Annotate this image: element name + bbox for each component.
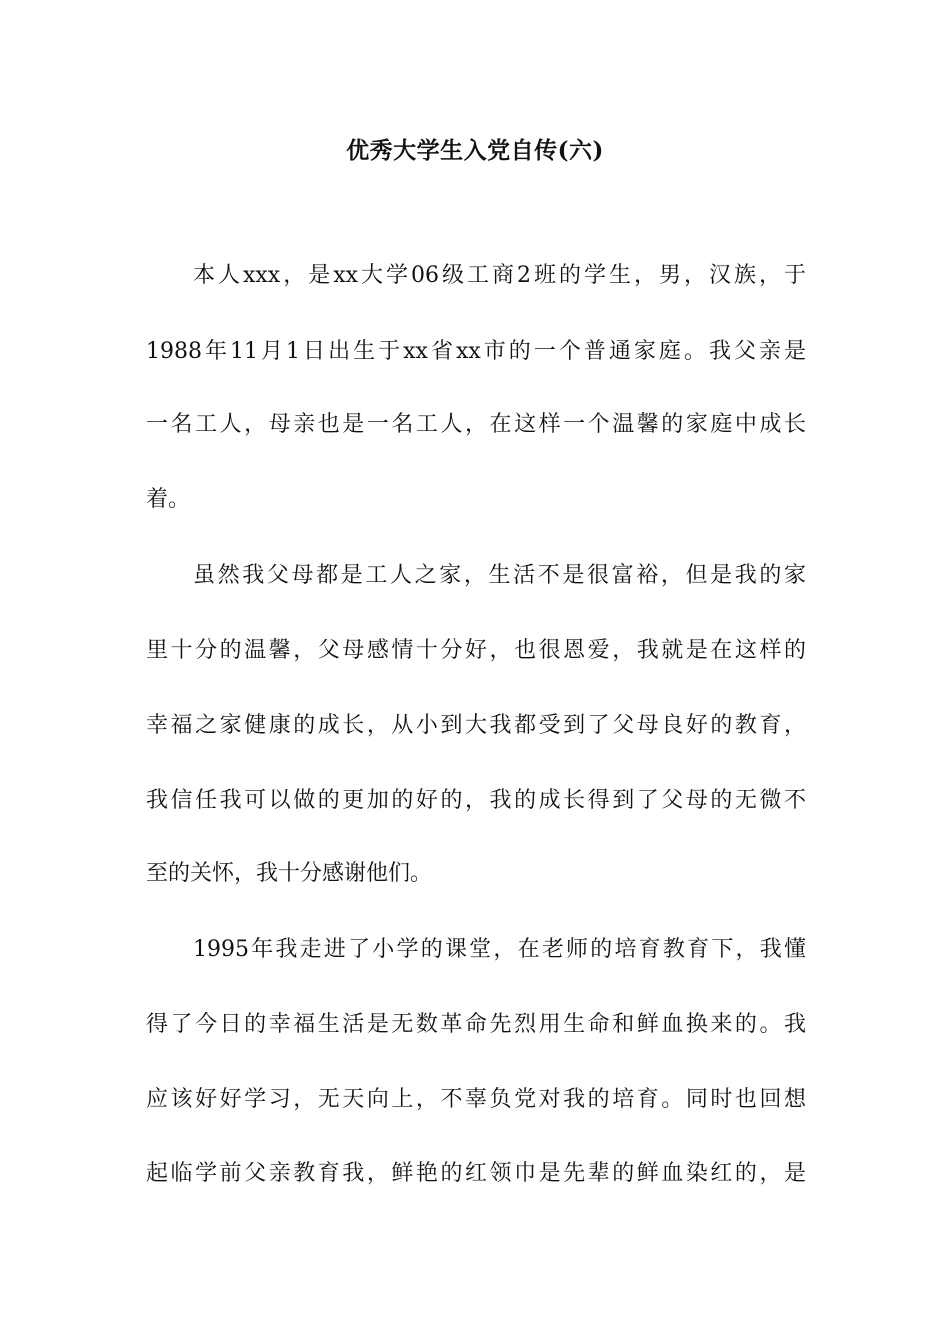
paragraph-3-line-3: 应该好好学习，无天向上，不辜负党对我的培育。同时也回想: [146, 1087, 806, 1112]
paragraph-1-line-4: 着。: [146, 487, 191, 512]
paragraph-1-line-2: 1988年11月1日出生于xx省xx市的一个普通家庭。我父亲是: [146, 339, 806, 364]
paragraph-1-line-3: 一名工人，母亲也是一名工人，在这样一个温馨的家庭中成长: [146, 412, 806, 437]
paragraph-3-line-4: 起临学前父亲教育我，鲜艳的红领巾是先辈的鲜血染红的，是: [146, 1161, 806, 1186]
paragraph-2-line-4: 我信任我可以做的更加的好的，我的成长得到了父母的无微不: [146, 788, 806, 813]
paragraph-2-line-3: 幸福之家健康的成长，从小到大我都受到了父母良好的教育，: [146, 713, 806, 738]
paragraph-3-line-1: 1995年我走进了小学的课堂，在老师的培育教育下，我懂: [193, 937, 806, 962]
document-title: 优秀大学生入党自传(六): [346, 137, 604, 164]
paragraph-2-line-1: 虽然我父母都是工人之家，生活不是很富裕，但是我的家: [193, 563, 806, 588]
paragraph-1-line-1: 本人xxx，是xx大学06级工商2班的学生，男，汉族，于: [193, 263, 806, 288]
paragraph-2-line-2: 里十分的温馨，父母感情十分好，也很恩爱，我就是在这样的: [146, 638, 806, 663]
paragraph-3-line-2: 得了今日的幸福生活是无数革命先烈用生命和鲜血换来的。我: [146, 1012, 806, 1037]
paragraph-2-line-5: 至的关怀，我十分感谢他们。: [146, 861, 433, 886]
